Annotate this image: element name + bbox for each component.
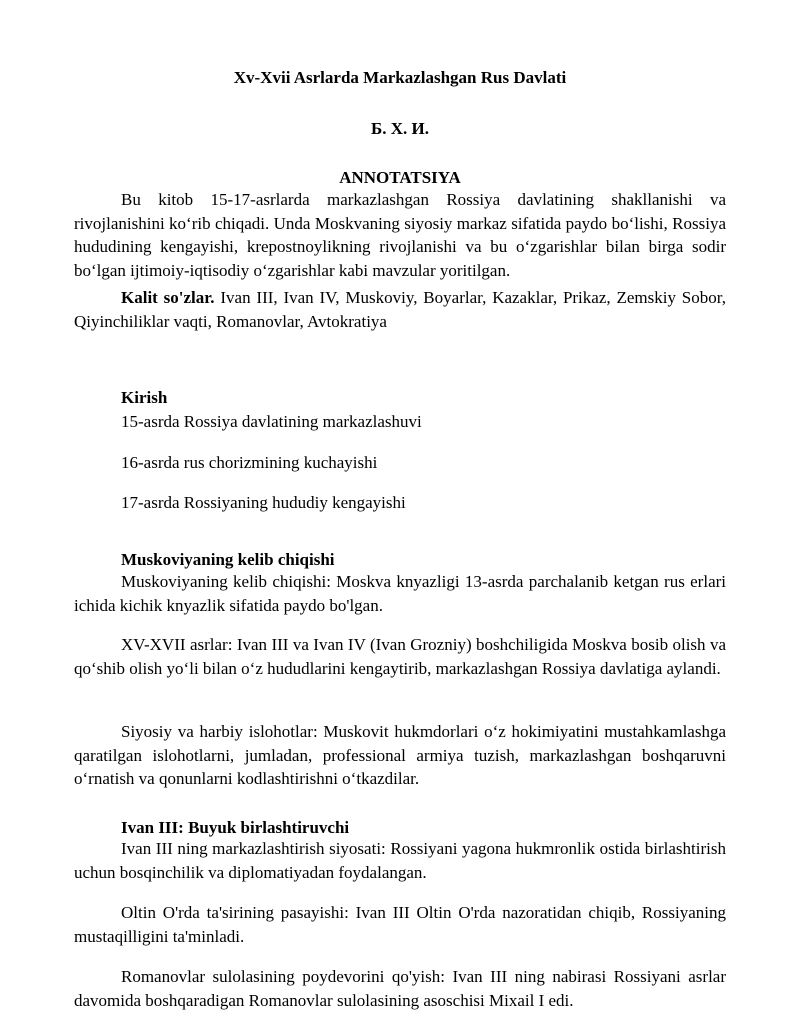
keywords-label: Kalit so'zlar. [121,288,215,307]
body-paragraph: Muskoviyaning kelib chiqishi: Moskva knyazligi 13-asrda parchalanib ketgan rus erlari ichida kichik knyazlik sifatida paydo bo'lgan. [74,572,726,615]
document-title: Xv-Xvii Asrlarda Markazlashgan Rus Davlati [233,68,567,87]
keywords-text: Ivan III, Ivan IV, Muskoviy, Boyarlar, Kazaklar, Prikaz, Zemskiy Sobor, Qiyinchiliklar vaqti, Romanovlar, Avtokratiya [74,288,726,331]
keywords-paragraph [74,286,726,333]
annotation-text: Bu kitob 15-17-asrlarda markazlashgan Rossiya davlatining shakllanishi va rivojlanishini ko‘rib chiqadi. Unda Moskvaning siyosiy markaz sifatida paydo bo‘lishi, Rossiya hududining kengayishi, krepostnoylikning rivojlanishi va bu o‘zgarishlar bilan birga sodir bo‘lgan ijtimoiy-iqtisodiy o‘zgarishlar kabi mavzular yoritilgan. [74,190,726,280]
section-heading-muscovy: Muskoviyaning kelib chiqishi [121,550,335,569]
intro-item: 16-asrda rus chorizmining kuchayishi [121,453,378,472]
intro-item: 17-asrda Rossiyaning hududiy kengayishi [121,493,406,512]
annotation-heading: ANNOTATSIYA [339,168,461,187]
body-paragraph: XV-XVII asrlar: Ivan III va Ivan IV (Ivan Grozniy) boshchiligida Moskva bosib olish va qo‘shib olish yo‘li bilan o‘z hududlarini kengaytirib, markazlashgan Rossiya davlatiga aylandi. [74,635,726,678]
body-paragraph: Oltin O'rda ta'sirining pasayishi: Ivan III Oltin O'rda nazoratidan chiqib, Rossiyaning mustaqilligini ta'minladi. [74,903,726,946]
body-paragraph: Ivan III ning markazlashtirish siyosati: Rossiyani yagona hukmronlik ostida birlashtirish uchun bosqinchilik va diplomatiyadan foydalangan. [74,839,726,882]
intro-item: 15-asrda Rossiya davlatining markazlashuvi [121,412,422,431]
document-author: Б. Х. И. [371,119,429,138]
body-paragraph: Romanovlar sulolasining poydevorini qo'yish: Ivan III ning nabirasi Rossiyani asrlar davomida boshqaradigan Romanovlar sulolasining asoschisi Mixail I edi. [74,967,726,1010]
section-heading-ivan-iii: Ivan III: Buyuk birlashtiruvchi [121,818,350,837]
body-paragraph: Siyosiy va harbiy islohotlar: Muskovit hukmdorlari o‘z hokimiyatini mustahkamlashga qaratilgan islohotlarni, jumladan, professional armiya tuzish, markazlashgan boshqaruvni o‘rnatish va qonunlarni kodlashtirishni o‘tkazdilar. [74,722,726,788]
intro-heading: Kirish [121,388,168,407]
